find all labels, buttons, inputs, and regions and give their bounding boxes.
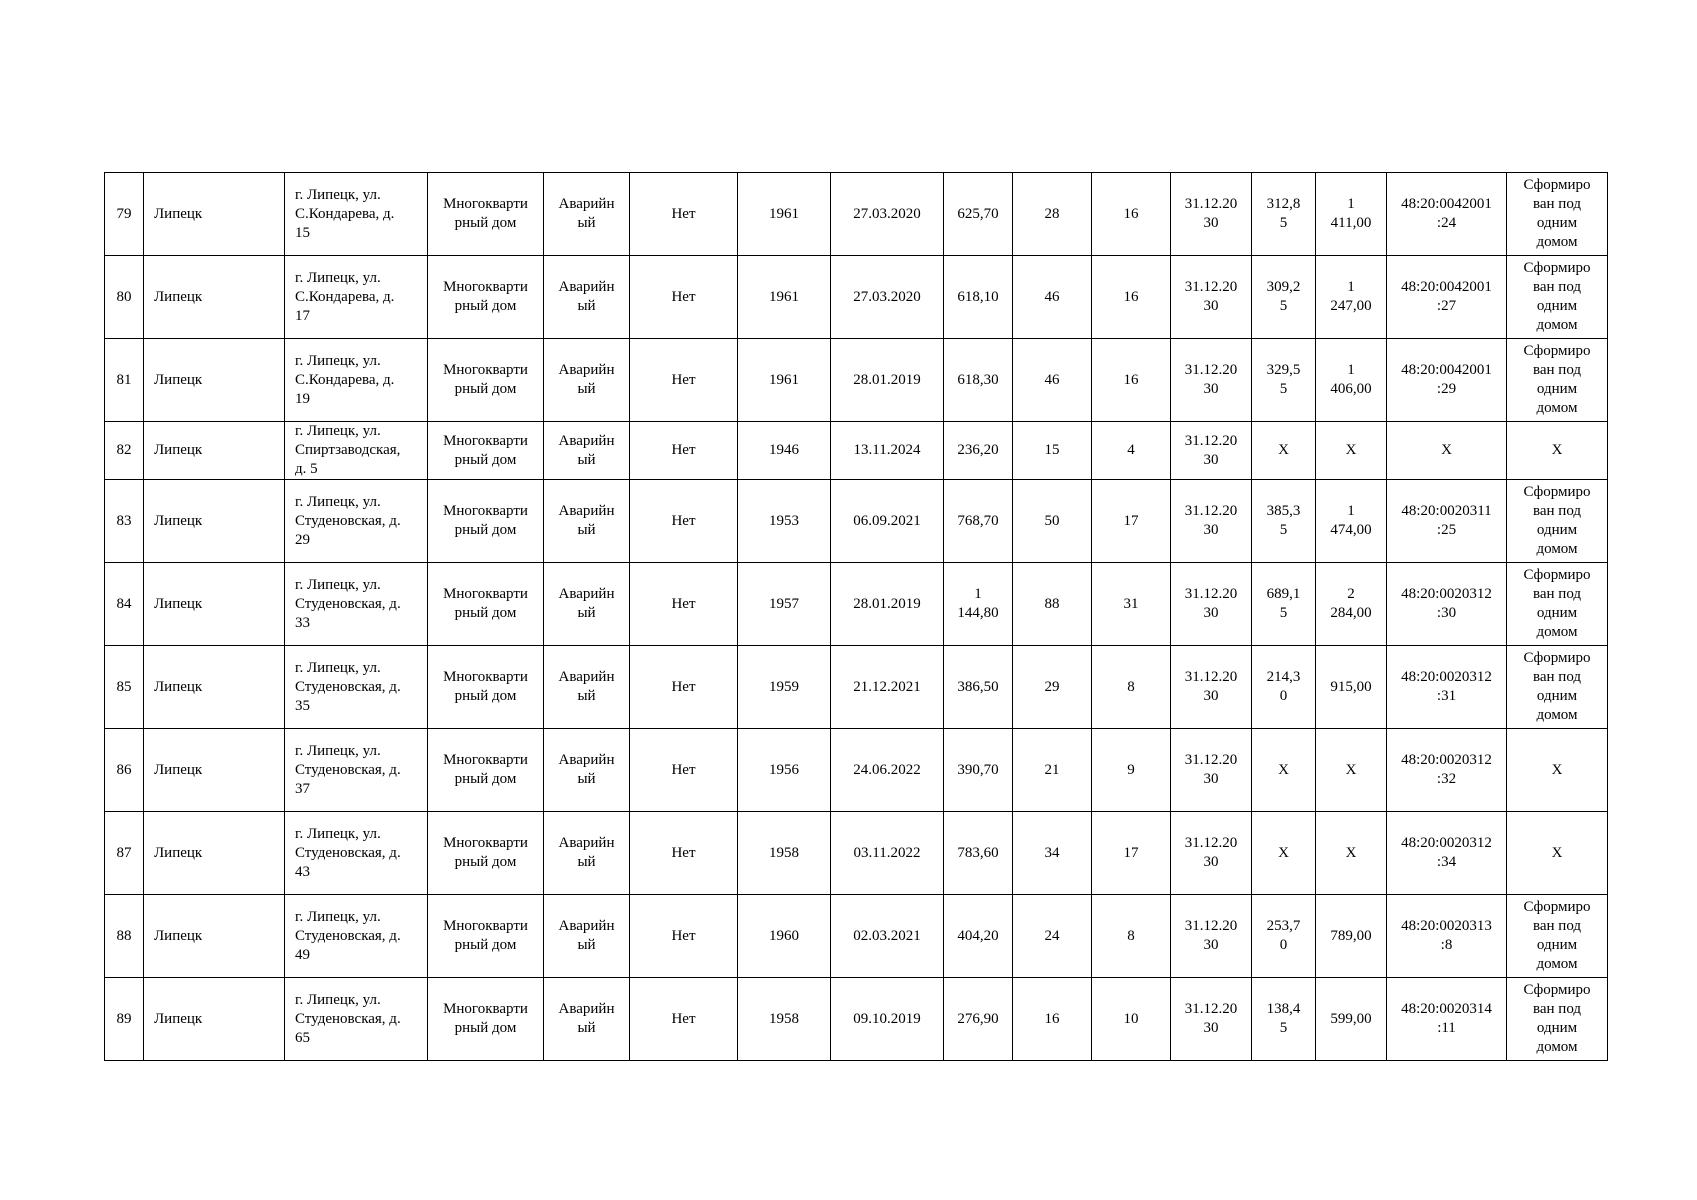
address-cell: г. Липецк, ул. Студеновская, д. 37: [285, 729, 428, 812]
area-2-cell: 214,3 0: [1252, 646, 1316, 729]
row-number: 84: [105, 563, 144, 646]
decision-date-cell: 21.12.2021: [831, 646, 944, 729]
area-2-cell: 312,8 5: [1252, 173, 1316, 256]
row-number: 83: [105, 480, 144, 563]
row-number: 82: [105, 422, 144, 480]
address-cell: г. Липецк, ул. С.Кондарева, д. 19: [285, 339, 428, 422]
area-3-cell: 1 411,00: [1316, 173, 1387, 256]
city-cell: Липецк: [144, 480, 285, 563]
deadline-cell: 31.12.20 30: [1171, 978, 1252, 1061]
area-cell: 236,20: [944, 422, 1013, 480]
count-2-cell: 4: [1092, 422, 1171, 480]
area-cell: 1 144,80: [944, 563, 1013, 646]
area-cell: 276,90: [944, 978, 1013, 1061]
city-cell: Липецк: [144, 895, 285, 978]
deadline-cell: 31.12.20 30: [1171, 173, 1252, 256]
decision-date-cell: 06.09.2021: [831, 480, 944, 563]
area-3-cell: 2 284,00: [1316, 563, 1387, 646]
cadastral-number-cell: 48:20:0020314 :11: [1387, 978, 1507, 1061]
area-2-cell: 689,1 5: [1252, 563, 1316, 646]
area-cell: 768,70: [944, 480, 1013, 563]
decision-date-cell: 27.03.2020: [831, 173, 944, 256]
count-1-cell: 50: [1013, 480, 1092, 563]
count-2-cell: 16: [1092, 339, 1171, 422]
condition-cell: Аварийн ый: [544, 480, 630, 563]
row-number: 87: [105, 812, 144, 895]
condition-cell: Аварийн ый: [544, 729, 630, 812]
table-row: [105, 339, 1608, 422]
count-2-cell: 8: [1092, 646, 1171, 729]
city-cell: Липецк: [144, 978, 285, 1061]
count-1-cell: 15: [1013, 422, 1092, 480]
flag-cell: Нет: [630, 729, 738, 812]
deadline-cell: 31.12.20 30: [1171, 729, 1252, 812]
area-2-cell: 385,3 5: [1252, 480, 1316, 563]
deadline-cell: 31.12.20 30: [1171, 646, 1252, 729]
building-type-cell: Многокварти рный дом: [428, 563, 544, 646]
address-cell: г. Липецк, ул. Студеновская, д. 65: [285, 978, 428, 1061]
address-cell: г. Липецк, ул. Спиртзаводская, д. 5: [285, 422, 428, 480]
cadastral-number-cell: 48:20:0042001 :29: [1387, 339, 1507, 422]
deadline-cell: 31.12.20 30: [1171, 422, 1252, 480]
table-row: [105, 480, 1608, 563]
area-cell: 783,60: [944, 812, 1013, 895]
flag-cell: Нет: [630, 978, 738, 1061]
flag-cell: Нет: [630, 563, 738, 646]
flag-cell: Нет: [630, 256, 738, 339]
building-type-cell: Многокварти рный дом: [428, 256, 544, 339]
decision-date-cell: 13.11.2024: [831, 422, 944, 480]
area-3-cell: 1 474,00: [1316, 480, 1387, 563]
building-type-cell: Многокварти рный дом: [428, 646, 544, 729]
city-cell: Липецк: [144, 729, 285, 812]
area-3-cell: 1 406,00: [1316, 339, 1387, 422]
year-built-cell: 1961: [738, 256, 831, 339]
address-cell: г. Липецк, ул. Студеновская, д. 49: [285, 895, 428, 978]
area-3-cell: 789,00: [1316, 895, 1387, 978]
cadastral-number-cell: 48:20:0020312 :32: [1387, 729, 1507, 812]
table-row: [105, 729, 1608, 812]
count-1-cell: 34: [1013, 812, 1092, 895]
housing-registry-table: [104, 172, 1608, 1061]
count-2-cell: 17: [1092, 812, 1171, 895]
area-cell: 404,20: [944, 895, 1013, 978]
deadline-cell: 31.12.20 30: [1171, 339, 1252, 422]
decision-date-cell: 28.01.2019: [831, 563, 944, 646]
table-row: [105, 422, 1608, 480]
flag-cell: Нет: [630, 480, 738, 563]
year-built-cell: 1958: [738, 812, 831, 895]
condition-cell: Аварийн ый: [544, 895, 630, 978]
table-row: [105, 256, 1608, 339]
note-cell: Сформиро ван под одним домом: [1507, 339, 1608, 422]
condition-cell: Аварийн ый: [544, 563, 630, 646]
decision-date-cell: 27.03.2020: [831, 256, 944, 339]
decision-date-cell: 02.03.2021: [831, 895, 944, 978]
year-built-cell: 1953: [738, 480, 831, 563]
cadastral-number-cell: 48:20:0020312 :30: [1387, 563, 1507, 646]
area-2-cell: 138,4 5: [1252, 978, 1316, 1061]
count-2-cell: 16: [1092, 256, 1171, 339]
building-type-cell: Многокварти рный дом: [428, 422, 544, 480]
city-cell: Липецк: [144, 812, 285, 895]
address-cell: г. Липецк, ул. С.Кондарева, д. 17: [285, 256, 428, 339]
building-type-cell: Многокварти рный дом: [428, 173, 544, 256]
count-1-cell: 46: [1013, 256, 1092, 339]
decision-date-cell: 24.06.2022: [831, 729, 944, 812]
note-cell: Х: [1507, 422, 1608, 480]
table-row: [105, 812, 1608, 895]
table-row: [105, 978, 1608, 1061]
deadline-cell: 31.12.20 30: [1171, 812, 1252, 895]
city-cell: Липецк: [144, 339, 285, 422]
area-3-cell: 915,00: [1316, 646, 1387, 729]
city-cell: Липецк: [144, 563, 285, 646]
year-built-cell: 1946: [738, 422, 831, 480]
table-row: [105, 646, 1608, 729]
year-built-cell: 1961: [738, 339, 831, 422]
address-cell: г. Липецк, ул. Студеновская, д. 29: [285, 480, 428, 563]
building-type-cell: Многокварти рный дом: [428, 978, 544, 1061]
count-1-cell: 16: [1013, 978, 1092, 1061]
area-2-cell: Х: [1252, 812, 1316, 895]
area-cell: 390,70: [944, 729, 1013, 812]
city-cell: Липецк: [144, 422, 285, 480]
address-cell: г. Липецк, ул. Студеновская, д. 35: [285, 646, 428, 729]
year-built-cell: 1958: [738, 978, 831, 1061]
area-cell: 386,50: [944, 646, 1013, 729]
flag-cell: Нет: [630, 895, 738, 978]
note-cell: Сформиро ван под одним домом: [1507, 173, 1608, 256]
condition-cell: Аварийн ый: [544, 256, 630, 339]
area-2-cell: 253,7 0: [1252, 895, 1316, 978]
area-2-cell: Х: [1252, 422, 1316, 480]
flag-cell: Нет: [630, 646, 738, 729]
city-cell: Липецк: [144, 173, 285, 256]
area-cell: 618,10: [944, 256, 1013, 339]
note-cell: Сформиро ван под одним домом: [1507, 480, 1608, 563]
building-type-cell: Многокварти рный дом: [428, 339, 544, 422]
cadastral-number-cell: 48:20:0020312 :34: [1387, 812, 1507, 895]
area-3-cell: 599,00: [1316, 978, 1387, 1061]
count-2-cell: 10: [1092, 978, 1171, 1061]
city-cell: Липецк: [144, 256, 285, 339]
count-2-cell: 9: [1092, 729, 1171, 812]
address-cell: г. Липецк, ул. Студеновская, д. 33: [285, 563, 428, 646]
cadastral-number-cell: Х: [1387, 422, 1507, 480]
row-number: 85: [105, 646, 144, 729]
count-2-cell: 31: [1092, 563, 1171, 646]
table-row: [105, 173, 1608, 256]
area-cell: 625,70: [944, 173, 1013, 256]
row-number: 88: [105, 895, 144, 978]
year-built-cell: 1961: [738, 173, 831, 256]
building-type-cell: Многокварти рный дом: [428, 812, 544, 895]
row-number: 86: [105, 729, 144, 812]
row-number: 89: [105, 978, 144, 1061]
table-row: [105, 563, 1608, 646]
deadline-cell: 31.12.20 30: [1171, 480, 1252, 563]
building-type-cell: Многокварти рный дом: [428, 729, 544, 812]
condition-cell: Аварийн ый: [544, 422, 630, 480]
address-cell: г. Липецк, ул. Студеновская, д. 43: [285, 812, 428, 895]
count-2-cell: 17: [1092, 480, 1171, 563]
row-number: 81: [105, 339, 144, 422]
count-1-cell: 88: [1013, 563, 1092, 646]
row-number: 80: [105, 256, 144, 339]
area-2-cell: 309,2 5: [1252, 256, 1316, 339]
flag-cell: Нет: [630, 173, 738, 256]
area-3-cell: Х: [1316, 729, 1387, 812]
decision-date-cell: 03.11.2022: [831, 812, 944, 895]
building-type-cell: Многокварти рный дом: [428, 480, 544, 563]
area-3-cell: Х: [1316, 812, 1387, 895]
note-cell: Сформиро ван под одним домом: [1507, 256, 1608, 339]
cadastral-number-cell: 48:20:0020313 :8: [1387, 895, 1507, 978]
deadline-cell: 31.12.20 30: [1171, 895, 1252, 978]
count-1-cell: 28: [1013, 173, 1092, 256]
note-cell: Сформиро ван под одним домом: [1507, 895, 1608, 978]
count-1-cell: 24: [1013, 895, 1092, 978]
flag-cell: Нет: [630, 812, 738, 895]
note-cell: Сформиро ван под одним домом: [1507, 978, 1608, 1061]
count-1-cell: 21: [1013, 729, 1092, 812]
count-1-cell: 29: [1013, 646, 1092, 729]
count-2-cell: 8: [1092, 895, 1171, 978]
year-built-cell: 1957: [738, 563, 831, 646]
condition-cell: Аварийн ый: [544, 173, 630, 256]
cadastral-number-cell: 48:20:0042001 :24: [1387, 173, 1507, 256]
flag-cell: Нет: [630, 339, 738, 422]
year-built-cell: 1960: [738, 895, 831, 978]
area-3-cell: 1 247,00: [1316, 256, 1387, 339]
table-row: [105, 895, 1608, 978]
deadline-cell: 31.12.20 30: [1171, 563, 1252, 646]
flag-cell: Нет: [630, 422, 738, 480]
condition-cell: Аварийн ый: [544, 978, 630, 1061]
area-cell: 618,30: [944, 339, 1013, 422]
address-cell: г. Липецк, ул. С.Кондарева, д. 15: [285, 173, 428, 256]
cadastral-number-cell: 48:20:0042001 :27: [1387, 256, 1507, 339]
note-cell: Х: [1507, 812, 1608, 895]
city-cell: Липецк: [144, 646, 285, 729]
note-cell: Сформиро ван под одним домом: [1507, 646, 1608, 729]
year-built-cell: 1959: [738, 646, 831, 729]
deadline-cell: 31.12.20 30: [1171, 256, 1252, 339]
area-3-cell: Х: [1316, 422, 1387, 480]
year-built-cell: 1956: [738, 729, 831, 812]
row-number: 79: [105, 173, 144, 256]
count-1-cell: 46: [1013, 339, 1092, 422]
area-2-cell: Х: [1252, 729, 1316, 812]
cadastral-number-cell: 48:20:0020312 :31: [1387, 646, 1507, 729]
condition-cell: Аварийн ый: [544, 646, 630, 729]
condition-cell: Аварийн ый: [544, 339, 630, 422]
count-2-cell: 16: [1092, 173, 1171, 256]
note-cell: Х: [1507, 729, 1608, 812]
cadastral-number-cell: 48:20:0020311 :25: [1387, 480, 1507, 563]
condition-cell: Аварийн ый: [544, 812, 630, 895]
decision-date-cell: 09.10.2019: [831, 978, 944, 1061]
building-type-cell: Многокварти рный дом: [428, 895, 544, 978]
note-cell: Сформиро ван под одним домом: [1507, 563, 1608, 646]
area-2-cell: 329,5 5: [1252, 339, 1316, 422]
decision-date-cell: 28.01.2019: [831, 339, 944, 422]
